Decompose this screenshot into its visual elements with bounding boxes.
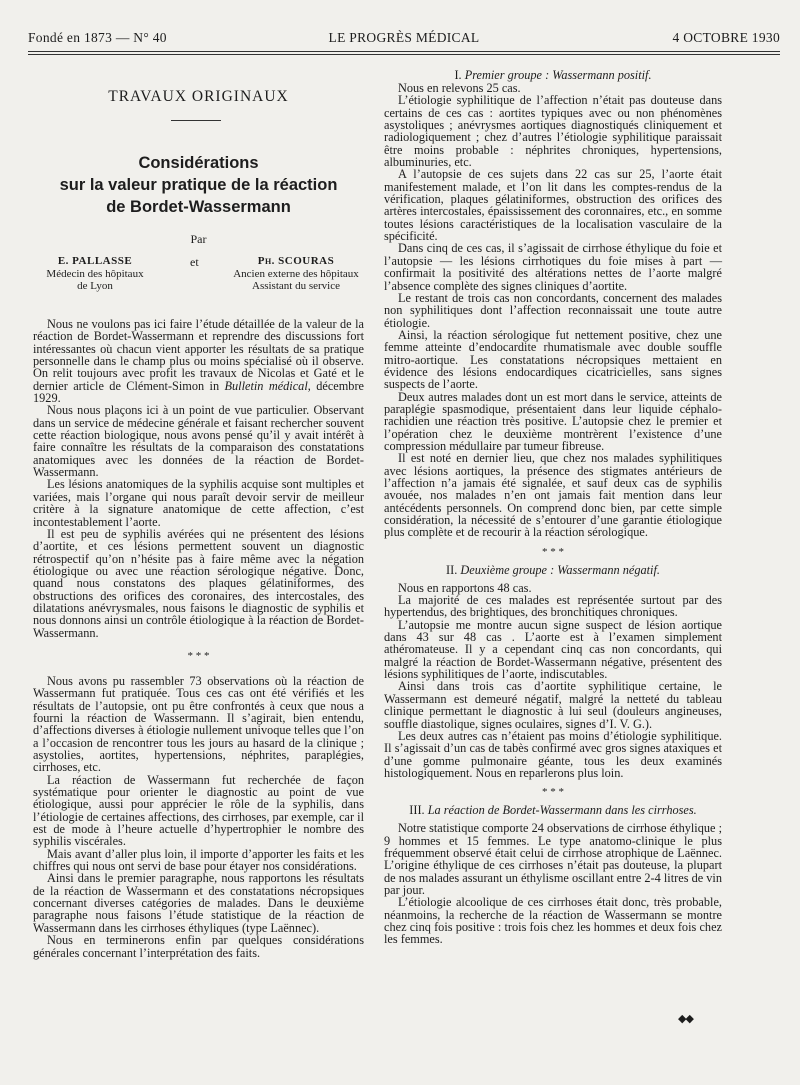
paragraph: Nous nous plaçons ici à un point de vue particulier. Observant dans un service de médecine générale et faisant rechercher souvent cette réaction biologique, nous avons pensé qu’il y avait intérêt à faire connaître les résultats de la comparaison des constatations anatomiques avec les données de la réaction de Bordet-Wassermann.: [33, 403, 364, 480]
paragraph: Nous en rapportons 48 cas.: [398, 580, 532, 595]
author-2-title: Ancien externe des hôpitaux: [233, 267, 359, 280]
paragraph: Le restant de trois cas non concordants, concernent des malades non syphilitiques dont l’affection reconnaissait une toute autre étiologie.: [384, 290, 722, 330]
paragraph: Ainsi dans le premier paragraphe, nous rapportons les résultats de la réaction de Wassermann et des constatations nécropsiques concernant diverses catégories de malades. Dans le deuxième paragraphe nous faisons l’étude statistique de la réaction de Wassermann dans les cirrhoses éthyliques (type Laënnec).: [33, 871, 364, 935]
group-1-heading: I. Premier groupe : Wassermann positif.: [454, 68, 652, 82]
byline-par: Par: [190, 232, 207, 246]
article-title: [33, 152, 364, 218]
paragraph: Dans cinq de ces cas, il s’agissait de cirrhose éthylique du foie et l’autopsie — les lésions cirrhotiques du foie mises à part — confirmait la positivité des altérations nettes de l’aorte malgré l’absence complète des signes cliniques d’aortite.: [384, 241, 722, 293]
running-header: [28, 30, 780, 50]
header-founded: Fondé en 1873 — N° 40: [28, 30, 167, 45]
paragraph: L’autopsie me montre aucun signe suspect de lésion aortique dans 43 sur 48 cas . L’aorte est à l’examen simplement athéromateuse. Il y a cependant cinq cas non concordants, qui malgré la réaction de Bordet-Wassermann négative, présentent des lésions syphilitiques de l’aorte, indiscutables.: [384, 617, 722, 682]
section-rubric: TRAVAUX ORIGINAUX: [108, 88, 289, 105]
author-2-name: Ph. SCOURAS: [257, 255, 335, 267]
paragraph: La réaction de Wassermann fut recherchée de façon systématique pour orienter le diagnostic au point de vue étiologique, aussi pour apprécier le rôle de la syphilis, dans l’étiologie de certaines affections, des cirrhoses, par exemple, car il est de mode à l’heure actuelle d’hypertrophier le nombre des syphilis viscérales.: [33, 772, 364, 849]
header-date: 4 OCTOBRE 1930: [672, 30, 780, 45]
article-title-line: Considérations: [138, 154, 259, 172]
paragraph: Nous ne voulons pas ici faire l’étude détaillée de la valeur de la réaction de Bordet-Wassermann et reprendre des discussions fort intéressantes où chacun vient apporter les résultats de sa pratique personnelle dans le champ plus ou moins spécialisé où il observe. On relit toujours avec profit les travaux de Nicolas et Gaté et le dernier article de Clément-Simon in Bulletin médical, décembre 1929.: [33, 317, 364, 406]
paragraph: Nous en relevons 25 cas.: [398, 81, 521, 95]
author-2-role: Assistant du service: [252, 280, 340, 292]
paragraph: Mais avant d’aller plus loin, il importe d’apporter les faits et les chiffres qui nous ont servi de base pour étayer nos considérations.: [33, 846, 364, 874]
right-column-body: [384, 68, 722, 946]
header-journal-title: LE PROGRÈS MÉDICAL: [328, 30, 480, 45]
byline-et: et: [190, 255, 199, 269]
header-rule-top: [28, 51, 780, 52]
author-1-place: de Lyon: [77, 280, 113, 292]
author-1-title: Médecin des hôpitaux: [46, 267, 144, 280]
section-asterism: * * *: [542, 786, 564, 799]
group-3-heading: III. La réaction de Bordet-Wassermann dans les cirrhoses.: [409, 803, 697, 818]
paragraph: Nous avons pu rassembler 73 observations où la réaction de Wassermann fut pratiquée. Tous ces cas ont été vérifiés et les résultats de l’autopsie, ont pu être confrontés à ceux que nous a fourni la réaction de Wassermann. Il s’agirait, bien entendu, d’affections diverses à étiologie nullement univoque telles que l’on a l’occasion de rencontrer tous les jours au hasard de la clinique ; asystolies, aortites, hypertensions, néphrites, paraplégies, cirrhoses, etc.: [33, 673, 364, 775]
paragraph: L’étiologie alcoolique de ces cirrhoses était donc, très probable, néanmoins, la recherche de la réaction de Wassermann se montre chez cinq fois positive : trois fois chez les hommes et deux fois chez les femmes.: [384, 895, 722, 947]
author-1: [40, 255, 150, 293]
paragraph: Les lésions anatomiques de la syphilis acquise sont multiples et variées, mais l’organe qui nous paraît devoir servir de meilleur critère à la signature anatomique de cette affection, c’est incontestablement l’aorte.: [33, 477, 364, 529]
paragraph: Il est peu de syphilis avérées qui ne présentent des lésions d’aortite, et ces lésions permettent souvent un diagnostic rétrospectif qu’on n’hésite pas à faire même avec la négation étiologique ou avec une réaction sérologique négative. Donc, quand nous constatons des plaques gélatiniformes, des obstructions des orifices des coronaires, des intercostales, des dilatations anévrysmales, nous faisons le diagnostic de syphilis et nous donnons ainsi un contrôle étiologique à la réaction de Bordet-Wassermann.: [33, 526, 364, 640]
paragraph: Les deux autres cas n’étaient pas moins d’étiologie syphilitique. Il s’agissait d’un cas de tabès confirmé avec gros signes ataxiques et d’une gomme pulmonaire géante, tous les deux examinés histologiquement. Nous en reparlerons plus loin.: [384, 728, 722, 780]
citation-journal: Bulletin médical: [224, 378, 308, 393]
article-title-line: sur la valeur pratique de la réaction: [59, 176, 338, 194]
section-asterism: * * *: [187, 649, 210, 662]
paragraph: La majorité de ces malades est représentée surtout par des hypertendus, des brightiques, des bronchitiques chroniques.: [384, 593, 722, 620]
paragraph: Nous en terminerons enfin par quelques considérations générales concernant l’interprétation des faits.: [33, 933, 364, 960]
article-title-line: de Bordet-Wassermann: [106, 198, 291, 216]
paragraph: Notre statistique comporte 24 observations de cirrhose éthylique ; 9 hommes et 15 femmes. Le type anatomo-clinique le plus fréquemment observé était celui de cirrhose atrophique de Laënnec. L’origine éthylique de ces cirrhoses n’était pas douteuse, la plupart de nos malades assurant un éthylisme oscillant entre 2-4 litres de vin par jour.: [384, 821, 722, 897]
article-end-ornament: ◆◆: [678, 1013, 693, 1025]
paragraph: A l’autopsie de ces sujets dans 22 cas sur 25, l’aorte était manifestement malade, et l’on lit dans les comptes-rendus de la vérification, plaques gélatiniformes, obstruction des orifices des artères intercostales, épaississement des coronnaires, etc., en somme toutes lésions caractéristiques de la localisation vasculaire de la spécificité.: [384, 167, 722, 244]
paragraph: L’étiologie syphilitique de l’affection n’était pas douteuse dans certains de ces cas : aortites typiques avec ou non phénomènes asystoliques ; anévrysmes aortiques diagnostiqués cliniquement et radiologiquement ; chez d’autres l’étiologie syphilitique paraissait être moins probable : néphrites chroniques, hypertensions, albuminuries, etc.: [384, 93, 722, 170]
paragraph: Ainsi dans trois cas d’aortite syphilitique certaine, le Wassermann est demeuré négatif, malgré la netteté du tableau clinique permettant le diagnostic à lui seul (douleurs angineuses, souffle diastolique, signes oculaires, signes d’I. V. G.).: [384, 679, 722, 731]
paragraph: Il est noté en dernier lieu, que chez nos malades syphilitiques avec lésions aortiques, la présence des stigmates antérieurs de l’affection n’a jamais été signalée, et sauf deux cas de syphilis avouée, nos malades n’en ont jamais fait mention dans leur antécédents personnels. On comprend donc bien, par cette simple considération, la nécessité de s’entourer d’une garantie étiologique plus complète et de recourir à la réaction sérologique.: [384, 451, 722, 540]
header-rule-bottom: [28, 54, 780, 55]
section-asterism: * * *: [542, 545, 564, 558]
rubric-divider: [171, 120, 221, 121]
paragraph: Ainsi, la réaction sérologique fut nettement positive, chez une femme atteinte d’endocardite rhumatismale avec double souffle mitro-aortique. Les constatations nécropsiques mettaient en évidence des lésions endocardiques cicatricielles, sans signes suspects de l’aorte.: [384, 327, 722, 392]
author-2: [222, 255, 370, 293]
left-column-body: [33, 318, 364, 959]
author-1-name: E. PALLASSE: [57, 255, 133, 267]
paragraph: Deux autres malades dont un est mort dans le service, atteints de paraplégie spasmodique, présentaient dans leur liquide céphalo-rachidien une réaction très positive. L’autopsie chez le premier et l’opération chez le deuxième montrèrent l’existence d’une compression médullaire par tumeur fibreuse.: [384, 389, 722, 453]
group-2-heading: II. Deuxième groupe : Wassermann négatif.: [446, 562, 660, 577]
